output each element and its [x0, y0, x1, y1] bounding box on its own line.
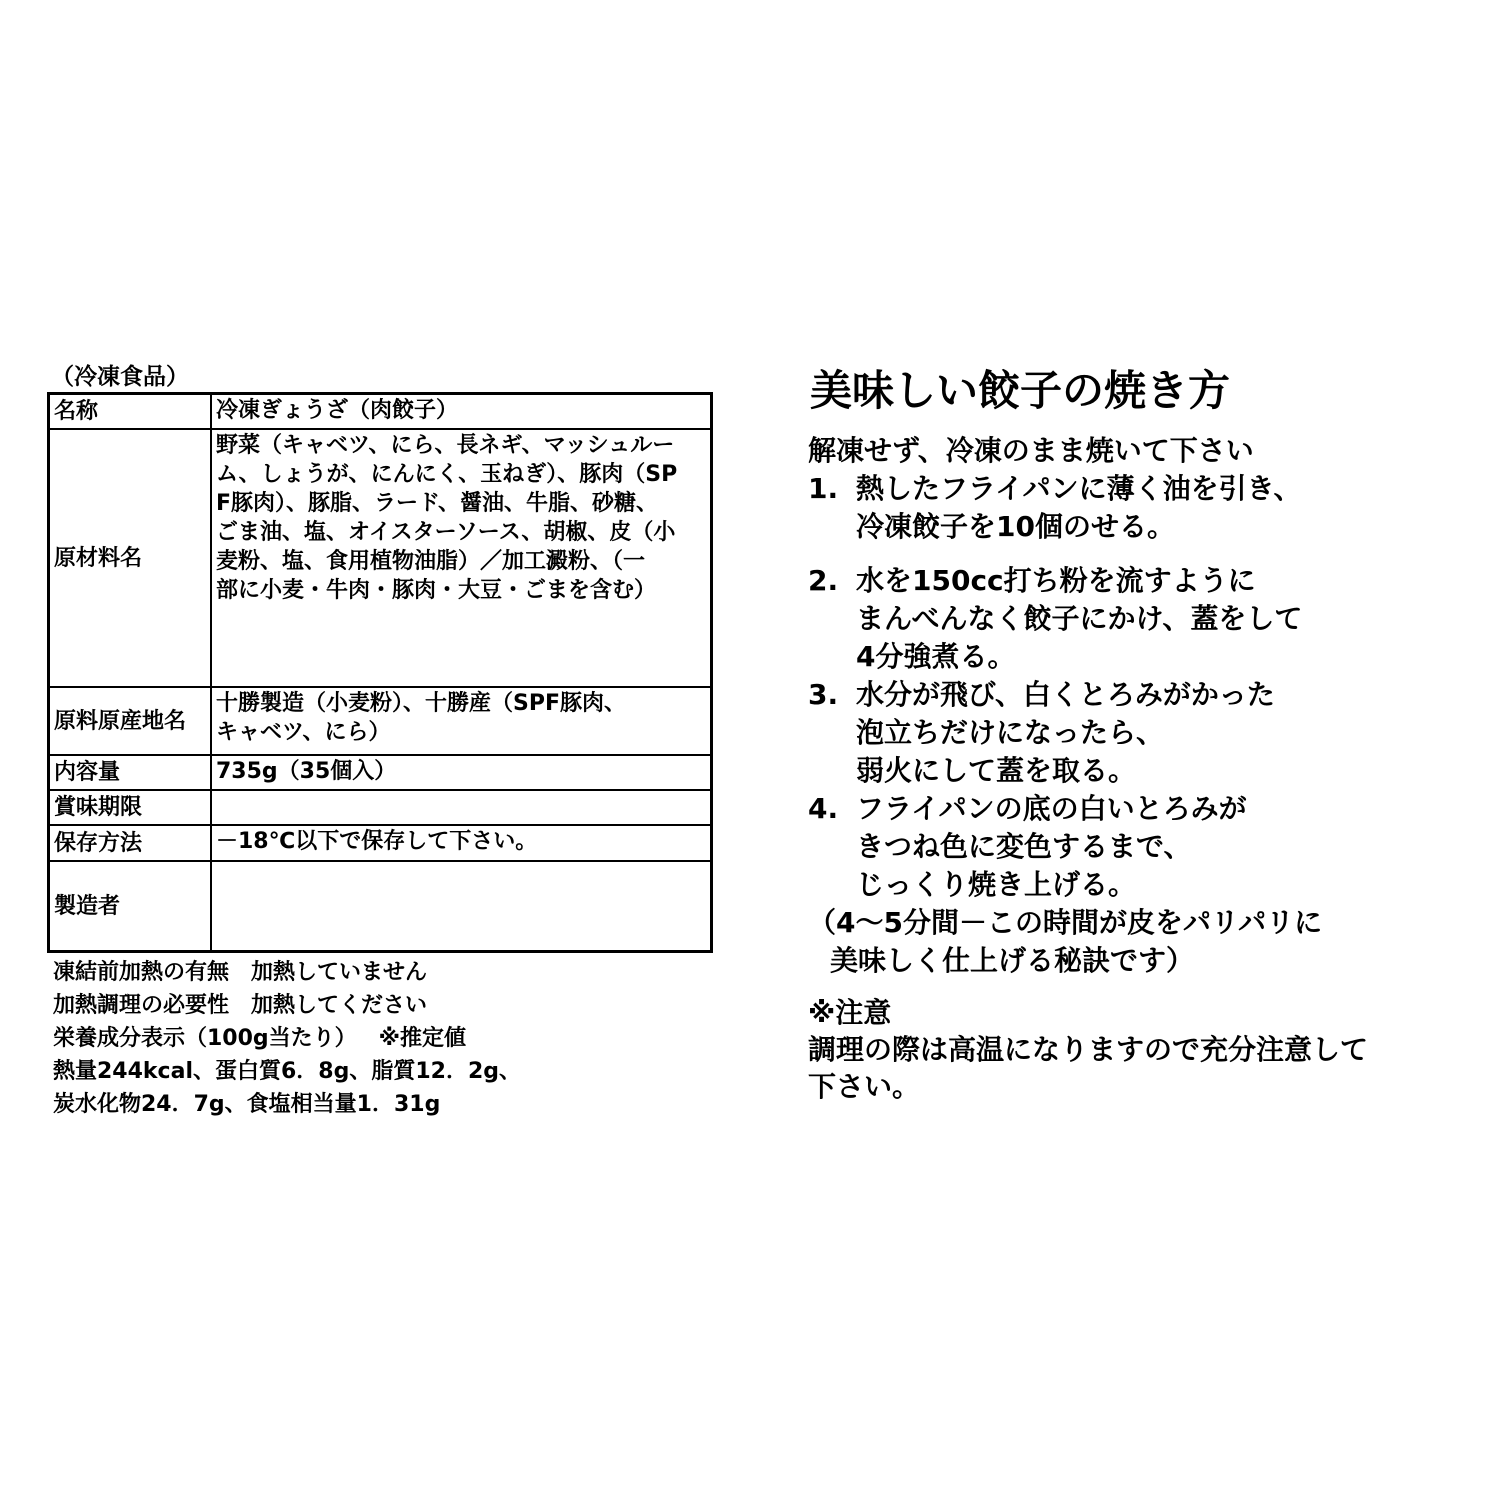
ingredients-line: F豚肉）、豚脂、ラード、醤油、牛脂、砂糖、	[216, 491, 659, 516]
origin-line: キャベツ、にら）	[216, 720, 391, 745]
value-name: 冷凍ぎょうざ（肉餃子）	[211, 394, 712, 430]
step-line: きつね色に変色するまで、	[856, 830, 1192, 863]
step-text	[856, 562, 1302, 676]
step-line: 水を150cc打ち粉を流すように	[856, 564, 1256, 597]
step-line: 水分が飛び、白くとろみがかった	[856, 678, 1275, 711]
row-volume	[49, 755, 712, 790]
instructions-lead: 解凍せず、冷凍のまま焼いて下さい	[808, 434, 1254, 467]
value-storage: －18℃以下で保存して下さい。	[211, 825, 712, 861]
row-storage	[49, 825, 712, 861]
row-maker	[49, 861, 712, 952]
value-ingredients	[211, 429, 712, 687]
step-1	[808, 470, 1468, 546]
step-line: 冷凍餃子を10個のせる。	[856, 510, 1175, 543]
step-text	[856, 790, 1247, 904]
value-expiry	[211, 790, 712, 825]
ingredients-line: ごま油、塩、オイスターソース、胡椒、皮（小	[216, 520, 676, 545]
key-origin: 原料原産地名	[49, 687, 212, 755]
ingredients-line: 部に小麦・牛肉・豚肉・大豆・ごまを含む）	[216, 578, 657, 603]
caution-line: 調理の際は高温になりますので充分注意して	[808, 1033, 1369, 1066]
ingredients-line: 麦粉、塩、食用植物油脂）／加工澱粉、（一	[216, 549, 646, 574]
key-expiry: 賞味期限	[49, 790, 212, 825]
step-line: じっくり焼き上げる。	[856, 868, 1137, 901]
nutrition-line: 熱量244kcal、蛋白質6．8g、脂質12．2g、	[53, 1059, 522, 1084]
step-line: 弱火にして蓋を取る。	[856, 754, 1137, 787]
preheat-label: 凍結前加熱の有無	[53, 960, 230, 985]
step-line: 泡立ちだけになったら、	[856, 716, 1165, 749]
step-line: まんべんなく餃子にかけ、蓋をして	[856, 602, 1303, 635]
row-name	[49, 394, 712, 430]
step-number: 2.	[808, 564, 839, 597]
row-ingredients	[49, 429, 712, 687]
value-origin	[211, 687, 712, 755]
step-number: 3.	[808, 678, 839, 711]
tip-line: 美味しく仕上げる秘訣です）	[830, 944, 1195, 977]
cook-value: 加熱してください	[251, 993, 428, 1018]
key-name: 名称	[49, 394, 212, 430]
instructions-title: 美味しい餃子の焼き方	[810, 366, 1231, 415]
preheat-note	[53, 956, 717, 989]
key-storage: 保存方法	[49, 825, 212, 861]
product-spec-table	[47, 392, 713, 953]
food-label	[47, 362, 717, 1121]
key-ingredients: 原材料名	[49, 429, 212, 687]
step-line: 4分強煮る。	[856, 640, 1016, 673]
caution-title: ※注意	[808, 996, 892, 1029]
nutrition-estimate-note: ※推定値	[378, 1026, 467, 1051]
label-notes	[53, 956, 717, 1121]
nutrition-heading	[53, 1022, 717, 1055]
value-volume: 735g（35個入）	[211, 755, 712, 790]
caution-section	[808, 994, 1468, 1105]
cooking-tip	[808, 904, 1468, 980]
step-line: フライパンの底の白いとろみが	[856, 792, 1247, 825]
origin-line: 十勝製造（小麦粉）、十勝産（SPF豚肉、	[216, 691, 626, 716]
ingredients-line: ム、しょうが、にんにく、玉ねぎ）、豚肉（SP	[216, 462, 678, 487]
step-4	[808, 790, 1468, 904]
step-text	[856, 676, 1275, 790]
cook-label: 加熱調理の必要性	[53, 993, 230, 1018]
step-number: 4.	[808, 792, 839, 825]
cooking-instructions	[808, 360, 1468, 1105]
tip-line: （4～5分間－この時間が皮をパリパリに	[808, 906, 1323, 939]
cook-note	[53, 989, 717, 1022]
row-expiry	[49, 790, 712, 825]
key-maker: 製造者	[49, 861, 212, 952]
value-maker	[211, 861, 712, 952]
row-origin	[49, 687, 712, 755]
preheat-value: 加熱していません	[251, 960, 428, 985]
key-volume: 内容量	[49, 755, 212, 790]
nutrition-line: 炭水化物24．7g、食塩相当量1．31g	[53, 1092, 441, 1117]
ingredients-line: 野菜（キャベツ、にら、長ネギ、マッシュルー	[216, 433, 675, 458]
nutrition-title: 栄養成分表示（100g当たり）	[53, 1026, 357, 1051]
step-3	[808, 676, 1468, 790]
food-category: （冷凍食品）	[51, 364, 189, 390]
step-line: 熱したフライパンに薄く油を引き、	[856, 472, 1302, 505]
caution-line: 下さい。	[808, 1070, 921, 1103]
step-text	[856, 470, 1301, 546]
step-number: 1.	[808, 472, 839, 505]
step-2	[808, 562, 1468, 676]
